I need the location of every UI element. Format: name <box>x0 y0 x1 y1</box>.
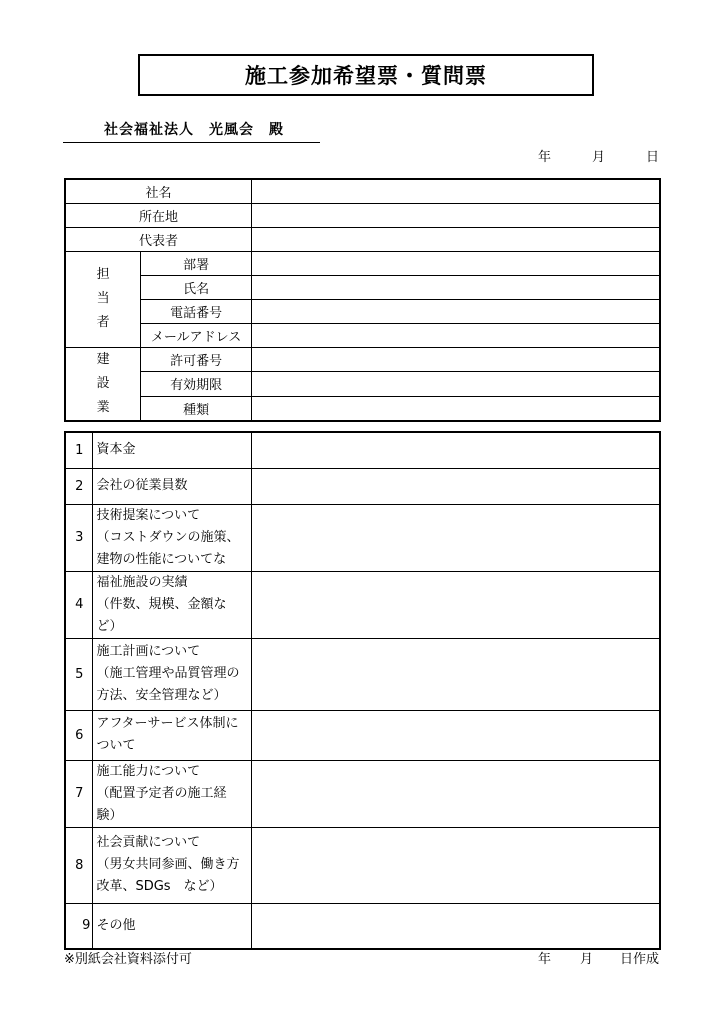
answer-field[interactable] <box>252 710 660 760</box>
question-text: 社会貢献について （男女共同参画、働き方 改革、SDGs など） <box>93 827 252 903</box>
question-row <box>65 571 660 638</box>
footer-month-label: 月 <box>580 952 594 967</box>
department-field[interactable] <box>251 251 660 275</box>
question-number: 2 <box>65 468 93 504</box>
question-number: 8 <box>65 827 93 903</box>
date-year-label: 年 <box>538 150 552 165</box>
questions-table <box>64 431 661 950</box>
answer-field[interactable] <box>252 504 660 571</box>
question-number: 7 <box>65 760 93 827</box>
answer-field[interactable] <box>252 760 660 827</box>
question-text: 会社の従業員数 <box>93 468 252 504</box>
department-label: 部署 <box>141 251 252 275</box>
phone-field[interactable] <box>251 299 660 323</box>
question-row <box>65 827 660 903</box>
question-number: 5 <box>65 638 93 710</box>
expiry-field[interactable] <box>251 372 660 397</box>
answer-field[interactable] <box>252 432 660 468</box>
question-text: アフターサービス体制に ついて <box>93 710 252 760</box>
construction-license-group: 建 設 業 <box>65 347 141 421</box>
phone-label: 電話番号 <box>141 299 252 323</box>
question-row <box>65 432 660 468</box>
question-text: 施工計画について （施工管理や品質管理の 方法、安全管理など） <box>93 638 252 710</box>
question-row <box>65 638 660 710</box>
expiry-label: 有効期限 <box>141 372 252 397</box>
contact-person-group: 担 当 者 <box>65 251 141 347</box>
addressee-underline <box>63 142 320 143</box>
email-label: メールアドレス <box>141 323 252 347</box>
form-title: 施工参加希望票・質問票 <box>138 54 594 96</box>
address-label: 所在地 <box>65 203 251 227</box>
address-field[interactable] <box>251 203 660 227</box>
company-info-table <box>64 178 661 422</box>
date-month-label: 月 <box>592 150 606 165</box>
question-row <box>65 504 660 571</box>
question-text: その他 <box>93 903 252 949</box>
footer-year-label: 年 <box>538 952 552 967</box>
person-name-label: 氏名 <box>141 275 252 299</box>
question-number: 4 <box>65 571 93 638</box>
answer-field[interactable] <box>252 903 660 949</box>
license-type-label: 種類 <box>141 396 252 421</box>
representative-label: 代表者 <box>65 227 251 251</box>
license-number-field[interactable] <box>251 347 660 372</box>
question-number: 9 <box>65 903 93 949</box>
question-text: 施工能力について （配置予定者の施工経 験） <box>93 760 252 827</box>
answer-field[interactable] <box>252 468 660 504</box>
answer-field[interactable] <box>252 827 660 903</box>
person-name-field[interactable] <box>251 275 660 299</box>
footer-day-made-label: 日作成 <box>620 952 660 967</box>
question-row <box>65 710 660 760</box>
representative-field[interactable] <box>251 227 660 251</box>
question-text: 福祉施設の実績 （件数、規模、金額な ど） <box>93 571 252 638</box>
date-day-label: 日 <box>646 150 660 165</box>
question-text: 資本金 <box>93 432 252 468</box>
question-text: 技術提案について （コストダウンの施策、 建物の性能についてな <box>93 504 252 571</box>
company-name-field[interactable] <box>251 179 660 203</box>
question-number: 1 <box>65 432 93 468</box>
company-name-label: 社名 <box>65 179 251 203</box>
addressee: 社会福祉法人 光風会 殿 <box>104 122 284 138</box>
question-number: 6 <box>65 710 93 760</box>
answer-field[interactable] <box>252 638 660 710</box>
license-number-label: 許可番号 <box>141 347 252 372</box>
license-type-field[interactable] <box>251 396 660 421</box>
attachment-note: ※別紙会社資料添付可 <box>64 952 192 967</box>
email-field[interactable] <box>251 323 660 347</box>
question-row <box>65 760 660 827</box>
answer-field[interactable] <box>252 571 660 638</box>
question-row <box>65 903 660 949</box>
question-row <box>65 468 660 504</box>
question-number: 3 <box>65 504 93 571</box>
